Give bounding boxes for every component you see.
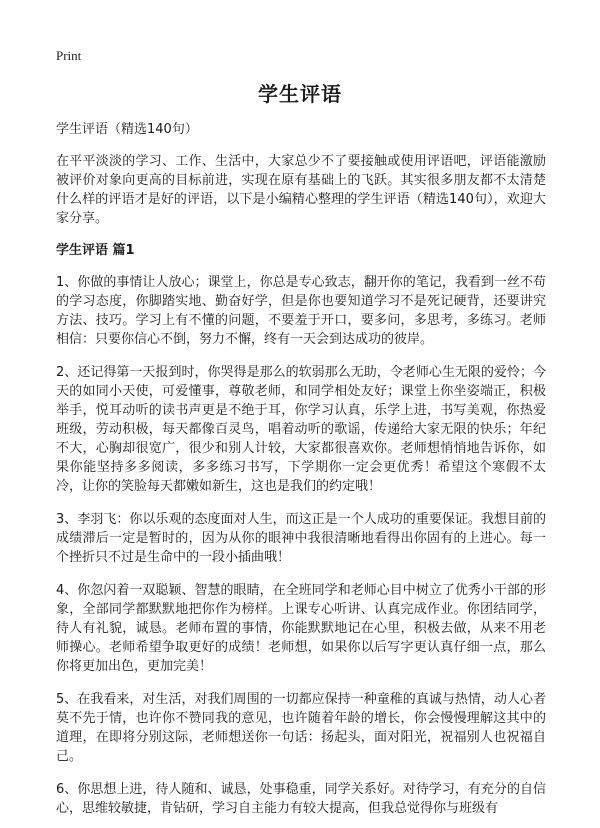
comment-entry-2: 2、还记得第一天报到时，你哭得是那么的软弱那么无助，令老师心生无限的爱怜；今天的如同小天使，可爱懂事，尊敬老师，和同学相处友好；课堂上你坐姿端正，积极举手，悦耳动听的读书声更是不绝于耳，你学习认真，乐学上进，书写美观，你热爱班级，劳动积极，每天都像百灵鸟，唱着动听的歌谣，传递给大家无限的快乐；年纪不大，心胸却很宽广，很少和别人计较，大家都很喜欢你。老师想悄悄地告诉你，如果你能坚持多多阅读，多多练习书写，下学期你一定会更优秀！希望这个寒假不太冷，让你的笑脸每天都嫩如新生，这也是我们的约定哦！ bbox=[56, 365, 546, 494]
comment-entry-3: 3、李羽飞：你以乐观的态度面对人生，而这正是一个人成功的重要保证。我想目前的成绩滞后一定是暂时的，因为从你的眼神中我很清晰地看得出你固有的上进心。每一个挫折只不过是生命中的一段小插曲哦！ bbox=[56, 512, 546, 565]
page-title: 学生评语 bbox=[258, 82, 342, 106]
article-subtitle: 学生评语（精选140句） bbox=[56, 122, 198, 137]
print-link[interactable]: Print bbox=[56, 48, 82, 63]
comment-entry-6: 6、你思想上进，待人随和、诚恳，处事稳重，同学关系好。对待学习，有充分的自信心，思维较敏捷，肯钻研，学习自主能力有较大提高，但我总觉得你与班级有 bbox=[56, 782, 546, 816]
comment-entry-5: 5、在我看来，对生活，对我们周围的一切都应保持一种童稚的真诚与热情，动人心者莫不先于情，也许你不赞同我的意见，也许随着年龄的增长，你会慢慢理解这其中的道理，在即将分别这际，老师想送你一句话：扬起头，面对阳光，祝福别人也祝福自己。 bbox=[56, 692, 546, 764]
comment-entry-1: 1、你做的事情让人放心；课堂上，你总是专心致志，翻开你的笔记，我看到一丝不苟的学习态度，你脚踏实地、勤奋好学，但是你也要知道学习不是死记硬背，还要讲究方法、技巧。学习上有不懂的问题，不要羞于开口，要多问，多思考，多练习。老师相信：只要你信心不倒，努力不懈，终有一天会到达成功的彼岸。 bbox=[56, 275, 546, 347]
section-heading: 学生评语 篇1 bbox=[56, 243, 135, 258]
intro-paragraph: 在平平淡淡的学习、工作、生活中，大家总少不了要接触或使用评语吧，评语能激励被评价对象向更高的目标前进，实现在原有基础上的飞跃。其实很多朋友都不太清楚什么样的评语才是好的评语，以下是小编精心整理的学生评语（精选140句），欢迎大家分享。 bbox=[56, 154, 546, 226]
comment-entry-4: 4、你忽闪着一双聪颖、智慧的眼睛，在全班同学和老师心目中树立了优秀小干部的形象，全部同学都默默地把你作为榜样。上课专心听讲、认真完成作业。你团结同学，待人有礼貌，诚恳。老师布置的事情，你能默默地记在心里，积极去做，从来不用老师操心。老师希望争取更好的成绩！老师想，如果你以后写字更认真仔细一点，那么你将更加出色，更加完美！ bbox=[56, 583, 546, 674]
article-body bbox=[56, 120, 546, 828]
